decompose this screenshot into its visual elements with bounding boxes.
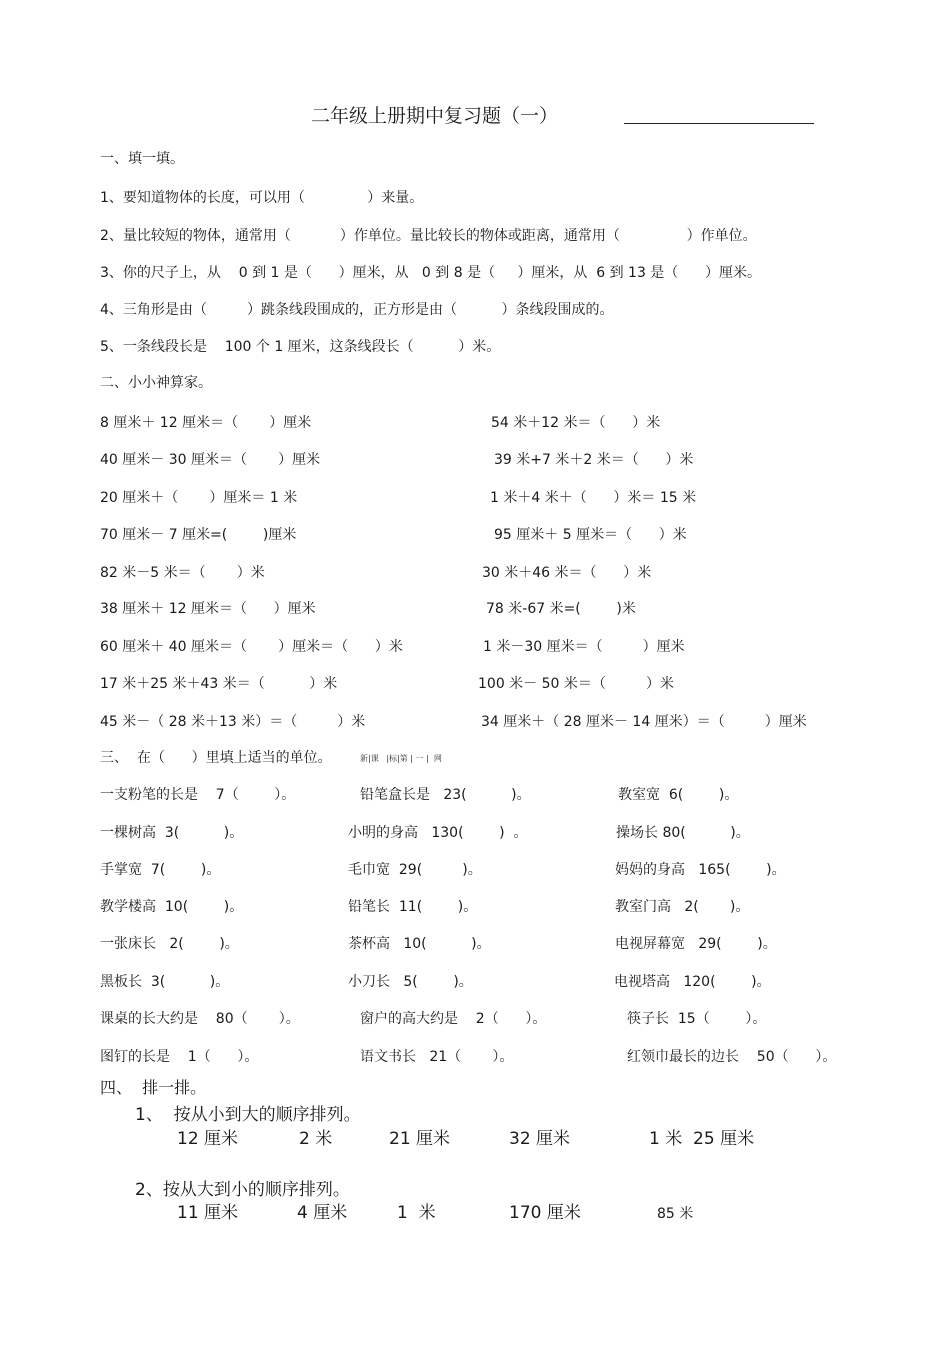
calc-right-5: 30 米＋46 米＝（ ）米 (482, 565, 652, 581)
section2-heading: 二、小小神算家。 (100, 375, 212, 391)
section1-heading: 一、填一填。 (100, 151, 184, 167)
section4-heading: 四、 排一排。 (100, 1078, 207, 1097)
unit-item: 教学楼高 10( )。 (100, 899, 244, 915)
unit-item: 妈妈的身高 165( )。 (615, 862, 786, 878)
fill-question-4: 4、三角形是由（ ）跳条线段围成的，正方形是由（ ）条线段围成的。 (100, 302, 614, 318)
unit-item: 教室门高 2( )。 (615, 899, 750, 915)
unit-item: 筷子长 15（ ）。 (627, 1011, 767, 1027)
order-item: 170 厘米 (509, 1203, 581, 1223)
unit-item: 茶杯高 10( )。 (348, 936, 491, 952)
calc-right-4: 95 厘米＋ 5 厘米＝（ ）米 (494, 527, 687, 543)
unit-item: 小刀长 5( )。 (348, 974, 473, 990)
watermark-text: 新|课 |标|第 | 一 | 网 (360, 754, 442, 763)
fill-question-1: 1、要知道物体的长度，可以用（ ）来量。 (100, 190, 424, 206)
order-item: 12 厘米 (177, 1129, 239, 1149)
calc-right-9: 34 厘米＋（ 28 厘米－ 14 厘米）＝（ ）厘米 (481, 714, 807, 730)
unit-item: 电视屏幕宽 29( )。 (615, 936, 777, 952)
calc-left-7: 60 厘米＋ 40 厘米＝（ ）厘米＝（ ）米 (100, 639, 403, 655)
calc-left-2: 40 厘米－ 30 厘米＝（ ）厘米 (100, 452, 321, 468)
unit-item: 课桌的长大约是 80（ ）。 (100, 1011, 300, 1027)
unit-item: 小明的身高 130( ) 。 (348, 825, 528, 841)
calc-right-2: 39 米+7 米＋2 米＝（ ）米 (494, 452, 694, 468)
unit-item: 窗户的高大约是 2（ ）。 (360, 1011, 547, 1027)
calc-left-4: 70 厘米－ 7 厘米=( )厘米 (100, 527, 297, 543)
order-item: 85 米 (657, 1206, 694, 1222)
unit-item: 黑板长 3( )。 (100, 974, 230, 990)
calc-right-7: 1 米－30 厘米＝（ ）厘米 (483, 639, 685, 655)
unit-item: 红领巾最长的边长 50（ ）。 (627, 1049, 837, 1065)
unit-item: 一支粉笔的长是 7（ ）。 (100, 787, 296, 803)
order-item: 1 米 (397, 1203, 436, 1223)
calc-left-3: 20 厘米＋（ ）厘米＝ 1 米 (100, 490, 298, 506)
order-question-2: 2、按从大到小的顺序排列。 (135, 1180, 350, 1200)
order-item: 21 厘米 (389, 1129, 451, 1149)
calc-left-5: 82 米－5 米＝（ ）米 (100, 565, 265, 581)
order-question-1: 1、 按从小到大的顺序排列。 (135, 1105, 361, 1125)
unit-item: 毛巾宽 29( )。 (348, 862, 482, 878)
calc-right-1: 54 米＋12 米＝（ ）米 (491, 415, 661, 431)
order-item: 32 厘米 (509, 1129, 571, 1149)
calc-right-3: 1 米＋4 米＋（ ）米＝ 15 米 (490, 490, 697, 506)
unit-item: 操场长 80( )。 (616, 825, 750, 841)
calc-left-9: 45 米－（ 28 米＋13 米）＝（ ）米 (100, 714, 366, 730)
order-item: 1 米 25 厘米 (649, 1129, 755, 1149)
calc-left-6: 38 厘米＋ 12 厘米＝（ ）厘米 (100, 601, 316, 617)
order-item: 2 米 (299, 1129, 333, 1149)
unit-item: 一张床长 2( )。 (100, 936, 239, 952)
calc-left-8: 17 米＋25 米＋43 米＝（ ）米 (100, 676, 338, 692)
unit-item: 铅笔盒长是 23( )。 (360, 787, 531, 803)
section3-heading: 三、 在（ ）里填上适当的单位。 (100, 750, 332, 766)
unit-item: 铅笔长 11( )。 (348, 899, 478, 915)
fill-question-2: 2、量比较短的物体，通常用（ ）作单位。量比较长的物体或距离，通常用（ ）作单位。 (100, 228, 757, 244)
unit-item: 手掌宽 7( )。 (100, 862, 221, 878)
unit-item: 一棵树高 3( )。 (100, 825, 244, 841)
name-underline[interactable] (624, 123, 814, 124)
order-item: 4 厘米 (297, 1203, 348, 1223)
unit-item: 语文书长 21（ ）。 (360, 1049, 514, 1065)
fill-question-5: 5、一条线段长是 100 个 1 厘米，这条线段长（ ）米。 (100, 339, 501, 355)
calc-left-1: 8 厘米＋ 12 厘米＝（ ）厘米 (100, 415, 312, 431)
unit-item: 教室宽 6( )。 (618, 787, 739, 803)
unit-item: 图钉的长是 1（ ）。 (100, 1049, 259, 1065)
calc-right-8: 100 米－ 50 米＝（ ）米 (478, 676, 674, 692)
unit-item: 电视塔高 120( )。 (614, 974, 771, 990)
order-item: 11 厘米 (177, 1203, 239, 1223)
fill-question-3: 3、你的尺子上，从 0 到 1 是（ ）厘米，从 0 到 8 是（ ）厘米，从 6 到 13 是（ ）厘米。 (100, 265, 762, 281)
calc-right-6: 78 米-67 米=( )米 (486, 601, 636, 617)
page-title: 二年级上册期中复习题（一） (311, 105, 559, 127)
